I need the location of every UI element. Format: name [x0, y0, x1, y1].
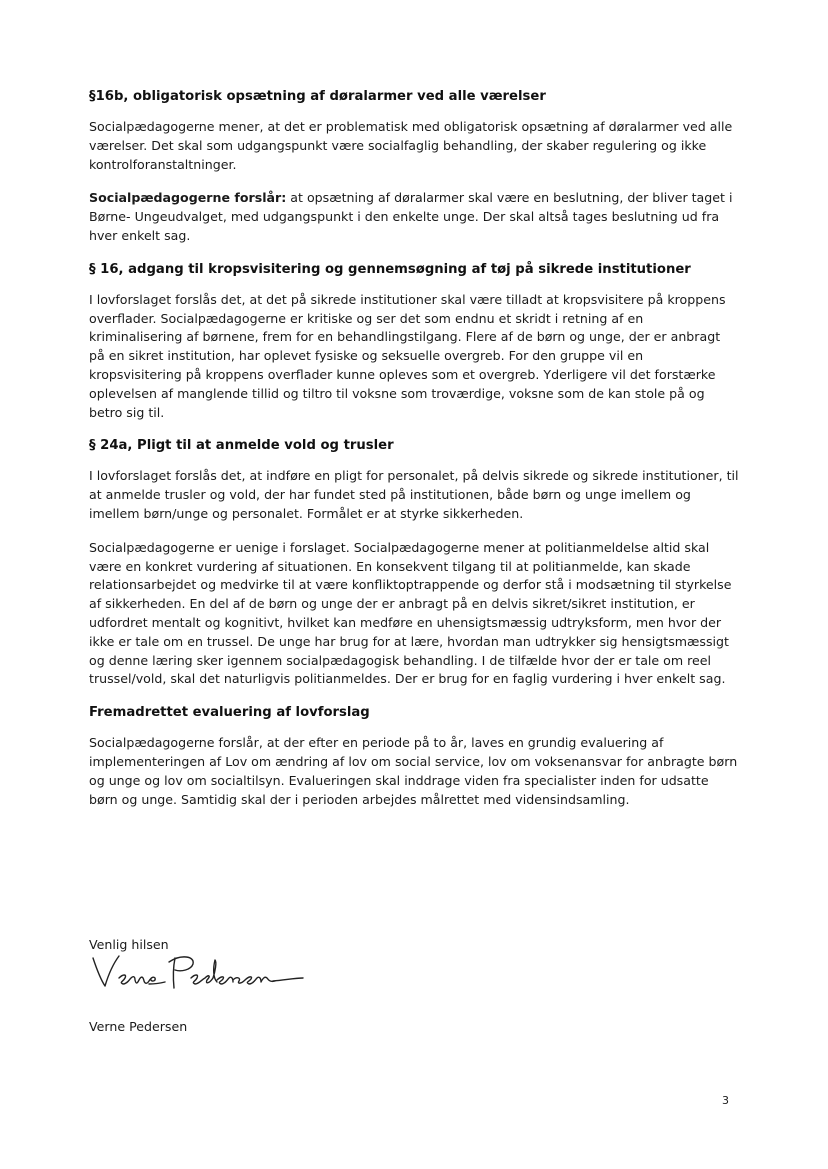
- section-heading-evaluation: Fremadrettet evaluering af lovforslag: [89, 705, 370, 721]
- proposal-text: at opsætning af døralarmer skal være en beslutning, der bliver taget i Børne- Ungeudvalget, med udgangspunkt i den enkelte unge. Der skal altså tages beslutning ud fra hver enkelt sag.: [89, 190, 733, 243]
- signatory-name: Verne Pedersen: [89, 1019, 188, 1034]
- proposal-lead: Socialpædagogerne forslår:: [89, 190, 287, 206]
- page-number: 3: [722, 1094, 729, 1107]
- section-heading-16b: §16b, obligatorisk opsætning af døralarmer ved alle værelser: [89, 89, 546, 104]
- paragraph-24a-1: I lovforslaget forslås det, at indføre en pligt for personalet, på delvis sikrede og sikrede institutioner, til at anmelde trusler og vold, der har fundet sted på institutionen, både børn og unge imellem og imellem børn/unge og personalet. Formålet er at styrke sikkerheden.: [89, 468, 739, 521]
- greeting: Venlig hilsen: [89, 937, 169, 952]
- document-body: [89, 88, 739, 824]
- paragraph-16b-2: [89, 189, 739, 245]
- paragraph-16-1: I lovforslaget forslås det, at det på sikrede institutioner skal være tilladt at kropsvisitere på kroppens overflader. Socialpædagogerne er kritiske og ser det som endnu et skridt i retning af en kriminalisering af børnene, frem for en behandlingstilgang. Flere af de børn og unge, der er anbragt på en sikret institution, har oplevet fysiske og seksuelle overgreb. For den gruppe vil en kropsvisitering på kroppens overflader kunne opleves som et overgreb. Yderligere vil det forstærke oplevelsen af manglende tillid og tiltro til voksne som troværdige, voksne som de kan stole på og betro sig til.: [89, 291, 726, 420]
- paragraph-16b-1: Socialpædagogerne mener, at det er problematisk med obligatorisk opsætning af døralarmer ved alle værelser. Det skal som udgangspunkt være socialfaglig behandling, der skaber regulering og ikke kontrolforanstaltninger.: [89, 119, 733, 172]
- handwritten-signature: [89, 948, 319, 998]
- section-heading-16: § 16, adgang til kropsvisitering og gennemsøgning af tøj på sikrede institutioner: [89, 261, 691, 277]
- section-heading-24a: § 24a, Pligt til at anmelde vold og trusler: [89, 438, 394, 454]
- paragraph-24a-2: Socialpædagogerne er uenige i forslaget. Socialpædagogerne mener at politianmeldelse altid skal være en konkret vurdering af situationen. En konsekvent tilgang til at politianmelde, kan skade relationsarbejdet og medvirke til at være konfliktoptrappende og derfor stå i modsætning til styrkelse af sikkerheden. En del af de børn og unge der er anbragt på en delvis sikret/sikret institution, er udfordret mentalt og kognitivt, hvilket kan medføre en uhensigtsmæssig udtryksform, men hvor der ikke er tale om en trussel. De unge har brug for at lære, hvordan man udtrykker sig hensigtsmæssigt og denne læring sker igennem socialpædagogisk behandling. I de tilfælde hvor der er tale om reel trussel/vold, skal det naturligvis politianmeldes. Der er brug for en faglig vurdering i hver enkelt sag.: [89, 539, 732, 687]
- paragraph-evaluation-1: Socialpædagogerne forslår, at der efter en periode på to år, laves en grundig evaluering af implementeringen af Lov om ændring af lov om social service, lov om voksenansvar for anbragte børn og unge og lov om socialtilsyn. Evalueringen skal inddrage viden fra specialister inden for udsatte børn og unge. Samtidig skal der i perioden arbejdes målrettet med vidensindsamling.: [89, 735, 738, 807]
